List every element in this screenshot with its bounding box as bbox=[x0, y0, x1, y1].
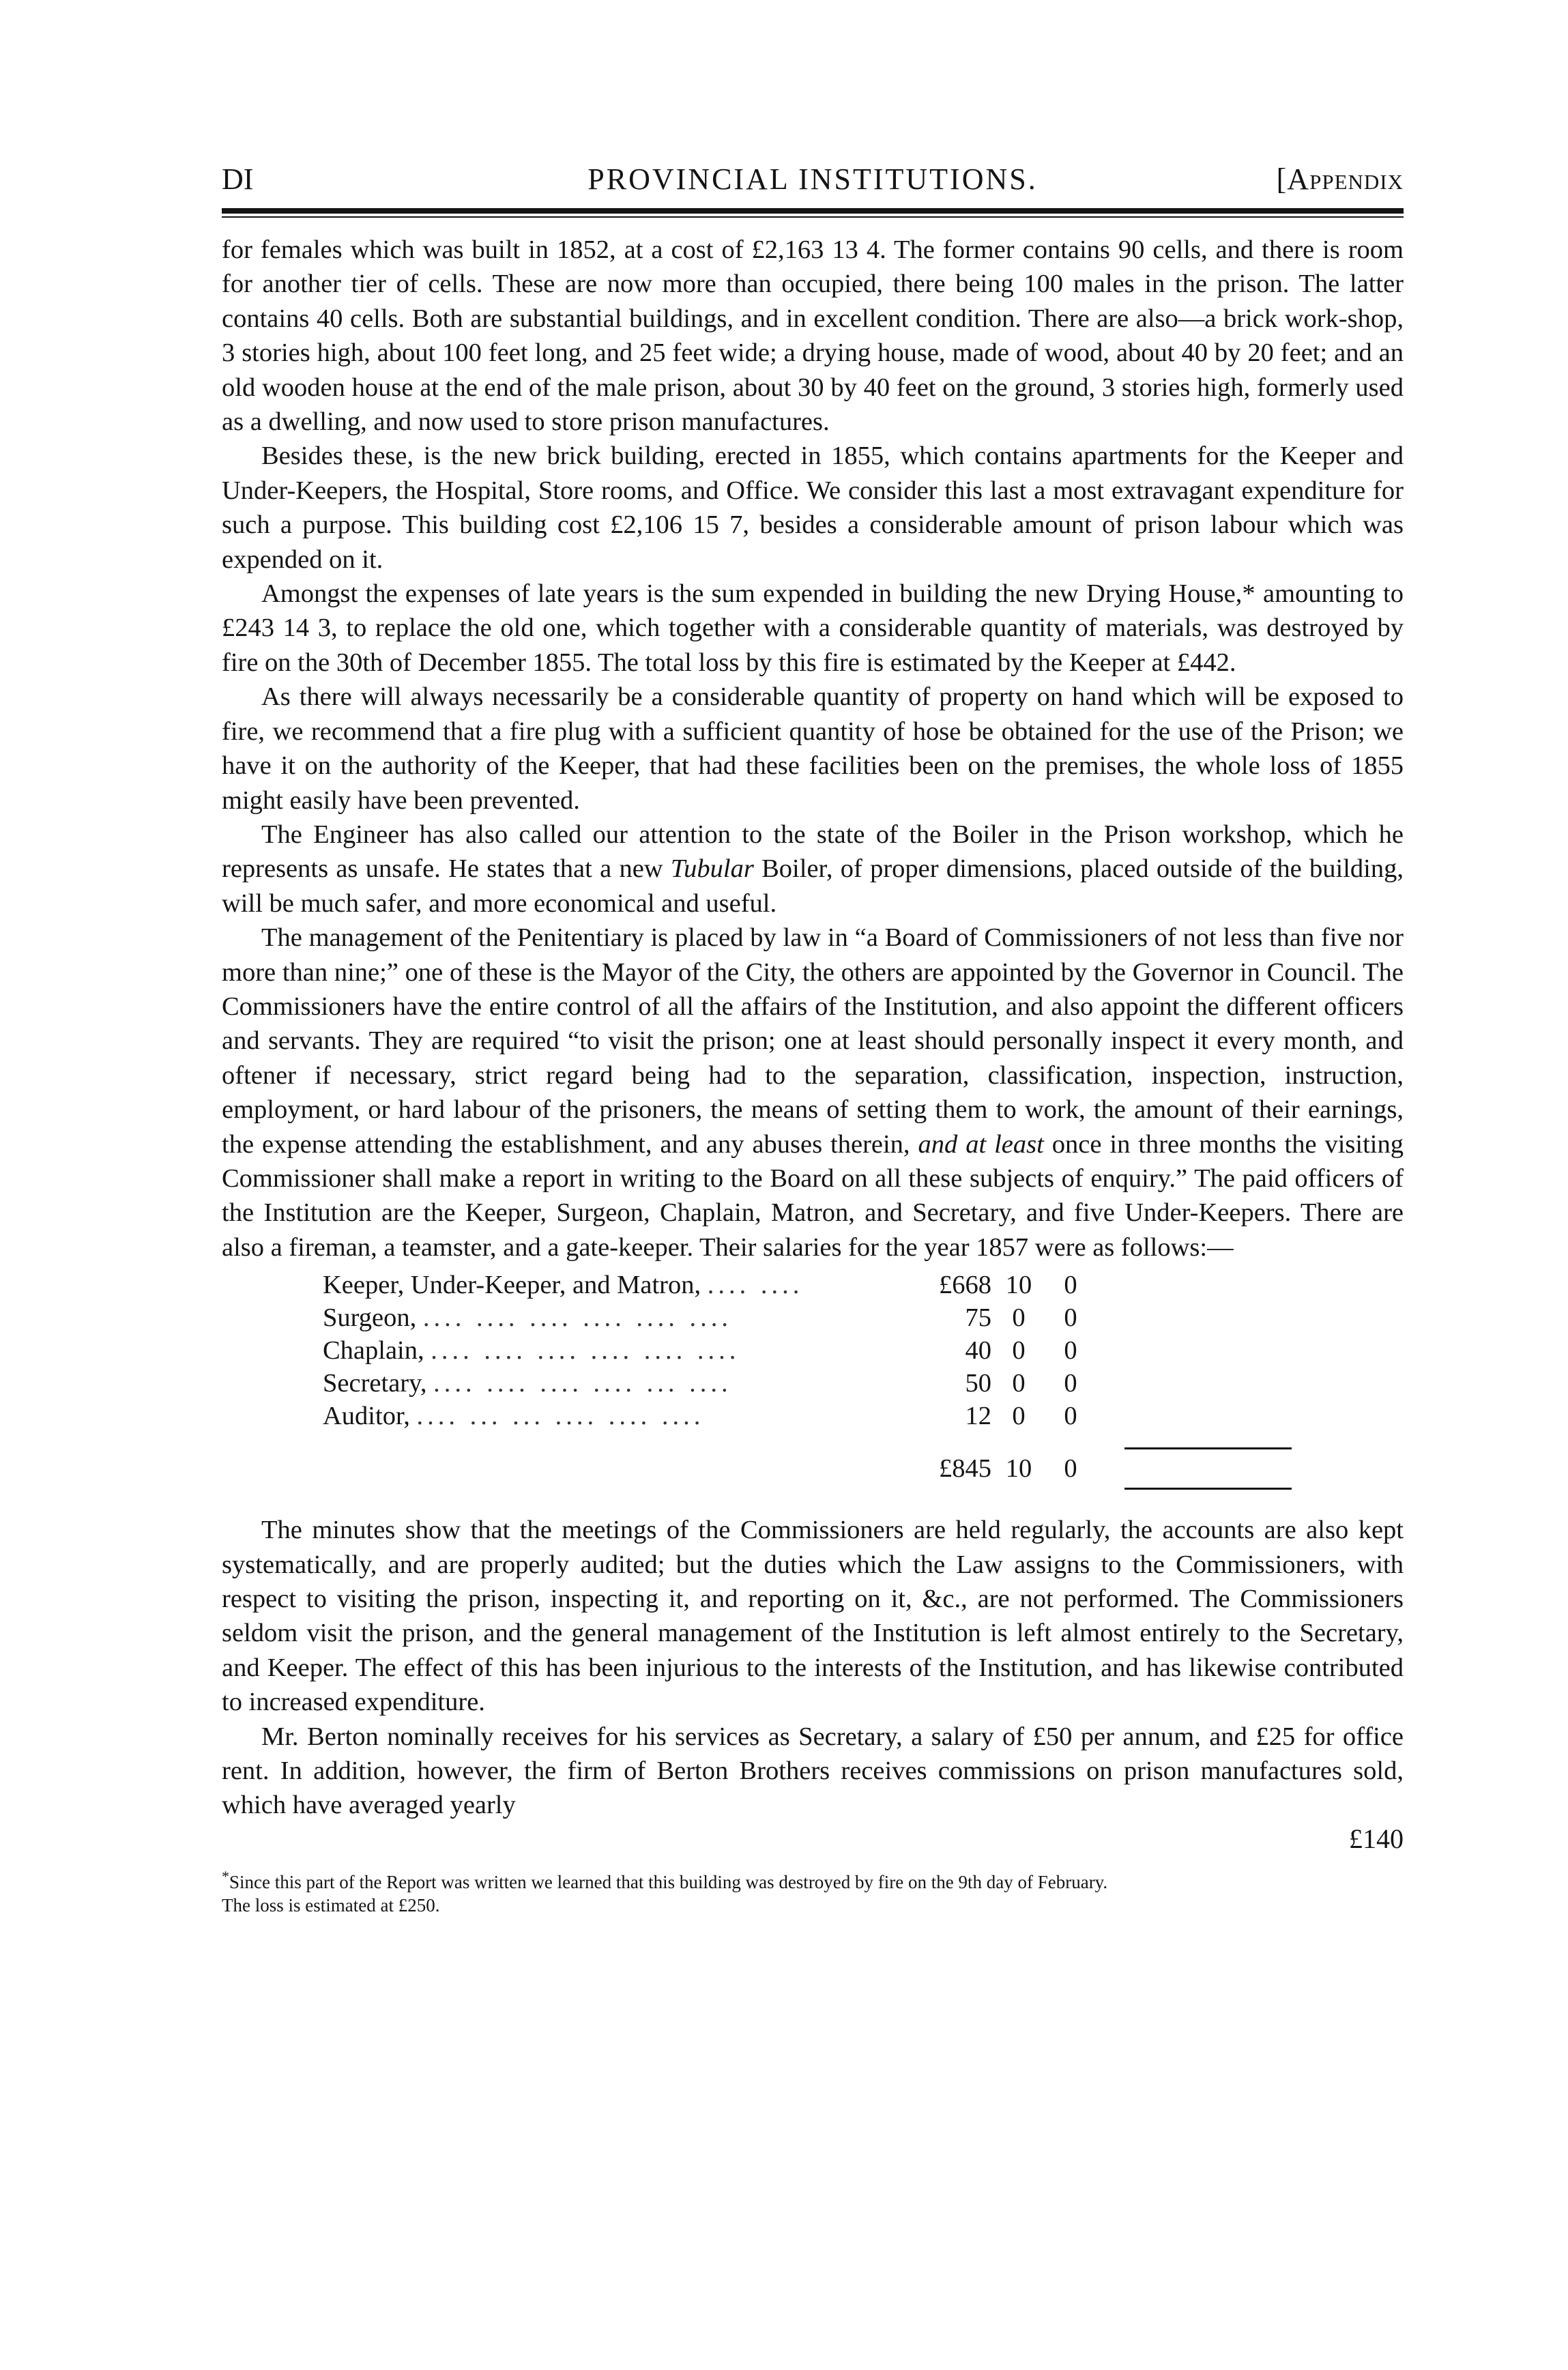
salary-shillings: 10 bbox=[1005, 1271, 1032, 1300]
salary-pounds: 12 bbox=[965, 1402, 991, 1431]
salary-label: Surgeon, bbox=[323, 1303, 417, 1333]
paragraph-8-amount: £140 bbox=[1349, 1823, 1404, 1854]
salary-table bbox=[323, 1269, 1311, 1490]
salary-row bbox=[323, 1367, 1311, 1400]
paragraph-1: for females which was built in 1852, at a cost of £2,163 13 4. The former contains 90 cells, and there is room for another tier of cells. These are now more than occupied, there being 100 males in the prison. The latter contains 40 cells. Both are substantial buildings, and in excellent condition. There are also—a brick work-shop, 3 stories high, about 100 feet long, and 25 feet wide; a drying house, made of wood, about 40 by 20 feet; and an old wooden house at the end of the male prison, about 30 by 40 feet on the ground, 3 stories high, formerly used as a dwelling, and now used to store prison manufactures. bbox=[222, 235, 1404, 437]
salary-pence: 0 bbox=[1064, 1336, 1077, 1365]
footnote-line-1 bbox=[222, 1865, 1404, 1894]
paragraph-6-part-b: once in three months the visiting Commissioner shall make a report in writing to the Board on all these subjects of enquiry.” The paid officers of the Institution are the Keeper, Surgeon, Chaplain, Matron, and Secretary, and five Under-Keepers. There are also a fireman, a teamster, and a gate-keeper. Their salaries for the year 1857 were as follows:— bbox=[222, 1129, 1404, 1262]
running-title: PROVINCIAL INSTITUTIONS. bbox=[587, 162, 1038, 196]
leader-dots: .... .... .... .... .... .... bbox=[431, 1336, 740, 1365]
salary-pounds: £668 bbox=[939, 1271, 991, 1300]
paragraph-5-part-a: The Engineer has also called our attention to the state of the Boiler in the Prison workshop, which he represents as unsafe. He states that a new bbox=[222, 820, 1404, 884]
salary-pounds: 40 bbox=[965, 1336, 991, 1365]
salary-pence: 0 bbox=[1064, 1402, 1077, 1431]
header-rule-thin bbox=[222, 216, 1404, 218]
total-rule-bottom bbox=[1124, 1488, 1292, 1490]
salary-total-row bbox=[323, 1452, 1311, 1485]
salary-row bbox=[323, 1334, 1311, 1367]
salary-pence: 0 bbox=[1064, 1303, 1077, 1333]
page-number: DI bbox=[222, 162, 254, 196]
salary-pounds: 50 bbox=[965, 1369, 991, 1398]
paragraph-5 bbox=[222, 818, 1404, 921]
salary-shillings: 0 bbox=[1012, 1303, 1026, 1333]
paragraph-5-emphasis: Tubular bbox=[670, 854, 754, 884]
leader-dots: .... .... .... .... .... .... bbox=[422, 1303, 733, 1333]
footnote-text-1: Since this part of the Report was written we learned that this building was destroyed by fire on the 9th day of February. bbox=[229, 1871, 1108, 1892]
footnote-marker: * bbox=[222, 1867, 229, 1885]
salary-shillings: 0 bbox=[1012, 1402, 1026, 1431]
salary-row bbox=[323, 1301, 1311, 1334]
document-page bbox=[222, 154, 1404, 1917]
paragraph-6 bbox=[222, 921, 1404, 1265]
body-text bbox=[222, 233, 1404, 1855]
paragraph-5-part-b: Boiler, of proper dimensions, placed outside of the building, will be much safer, and more economical and useful. bbox=[222, 854, 1404, 918]
section-label: [Appendix bbox=[1276, 162, 1404, 196]
total-pence: 0 bbox=[1064, 1454, 1077, 1484]
footnote bbox=[222, 1865, 1404, 1917]
paragraph-8: Mr. Berton nominally receives for his services as Secretary, a salary of £50 per annum, and £25 for office rent. In addition, however, the firm of Berton Brothers receives commissions on prison manufactures sold, which have averaged yearly bbox=[222, 1722, 1404, 1820]
salary-label: Keeper, Under-Keeper, and Matron, bbox=[323, 1271, 701, 1300]
total-rule-top bbox=[1124, 1447, 1292, 1449]
salary-pence: 0 bbox=[1064, 1369, 1077, 1398]
total-shillings: 10 bbox=[1005, 1454, 1032, 1484]
paragraph-2: Besides these, is the new brick building, erected in 1855, which contains apartments for the Keeper and Under-Keepers, the Hospital, Store rooms, and Office. We consider this last a most extravagant expenditure for such a purpose. This building cost £2,106 15 7, besides a considerable amount of prison labour which was expended on it. bbox=[222, 442, 1404, 574]
paragraph-6-emphasis: and at least bbox=[918, 1129, 1044, 1159]
paragraph-6-part-a: The management of the Penitentiary is placed by law in “a Board of Commissioners of not less than five nor more than nine;” one of these is the Mayor of the City, the others are appointed by the Governor in Council. The Commissioners have the entire control of all the affairs of the Institution, and also appoint the different officers and servants. They are required “to visit the prison; one at least should personally inspect it every month, and oftener if necessary, strict regard being had to the separation, classification, inspection, instruction, employment, or hard labour of the prisoners, the means of setting them to work, the amount of their earnings, the expense attending the establishment, and any abuses therein, bbox=[222, 923, 1404, 1159]
salary-label: Auditor, bbox=[323, 1402, 410, 1431]
salary-label: Secretary, bbox=[323, 1369, 427, 1398]
salary-row bbox=[323, 1400, 1311, 1432]
footnote-line-2: The loss is estimated at £250. bbox=[222, 1894, 440, 1916]
salary-label: Chaplain, bbox=[323, 1336, 424, 1365]
leader-dots: .... .... .... .... ... .... bbox=[433, 1369, 732, 1398]
total-pounds: £845 bbox=[939, 1454, 991, 1484]
page-header bbox=[222, 154, 1404, 201]
paragraph-3: Amongst the expenses of late years is the sum expended in building the new Drying House,* amounting to £243 14 3, to replace the old one, which together with a considerable quantity of materials, was destroyed by fire on the 30th of December 1855. The total loss by this fire is estimated by the Keeper at £442. bbox=[222, 579, 1404, 677]
salary-shillings: 0 bbox=[1012, 1336, 1026, 1365]
header-rule-thick bbox=[222, 208, 1404, 214]
leader-dots: .... .... bbox=[707, 1271, 804, 1300]
salary-pence: 0 bbox=[1064, 1271, 1077, 1300]
leader-dots: .... ... ... .... .... .... bbox=[416, 1402, 705, 1431]
salary-pounds: 75 bbox=[965, 1303, 991, 1333]
paragraph-4: As there will always necessarily be a considerable quantity of property on hand which will be exposed to fire, we recommend that a fire plug with a sufficient quantity of hose be obtained for the use of the Prison; we have it on the authority of the Keeper, that had these facilities been on the premises, the whole loss of 1855 might easily have been prevented. bbox=[222, 682, 1404, 815]
salary-shillings: 0 bbox=[1012, 1369, 1026, 1398]
paragraph-7: The minutes show that the meetings of the Commissioners are held regularly, the accounts are also kept systematically, and are properly audited; but the duties which the Law assigns to the Commissioners, with respect to visiting the prison, inspecting it, and reporting on it, &c., are not performed. The Commissioners seldom visit the prison, and the general management of the Institution is left almost entirely to the Secretary, and Keeper. The effect of this has been injurious to the interests of the Institution, and has likewise contributed to increased expenditure. bbox=[222, 1516, 1404, 1717]
salary-row bbox=[323, 1269, 1311, 1301]
